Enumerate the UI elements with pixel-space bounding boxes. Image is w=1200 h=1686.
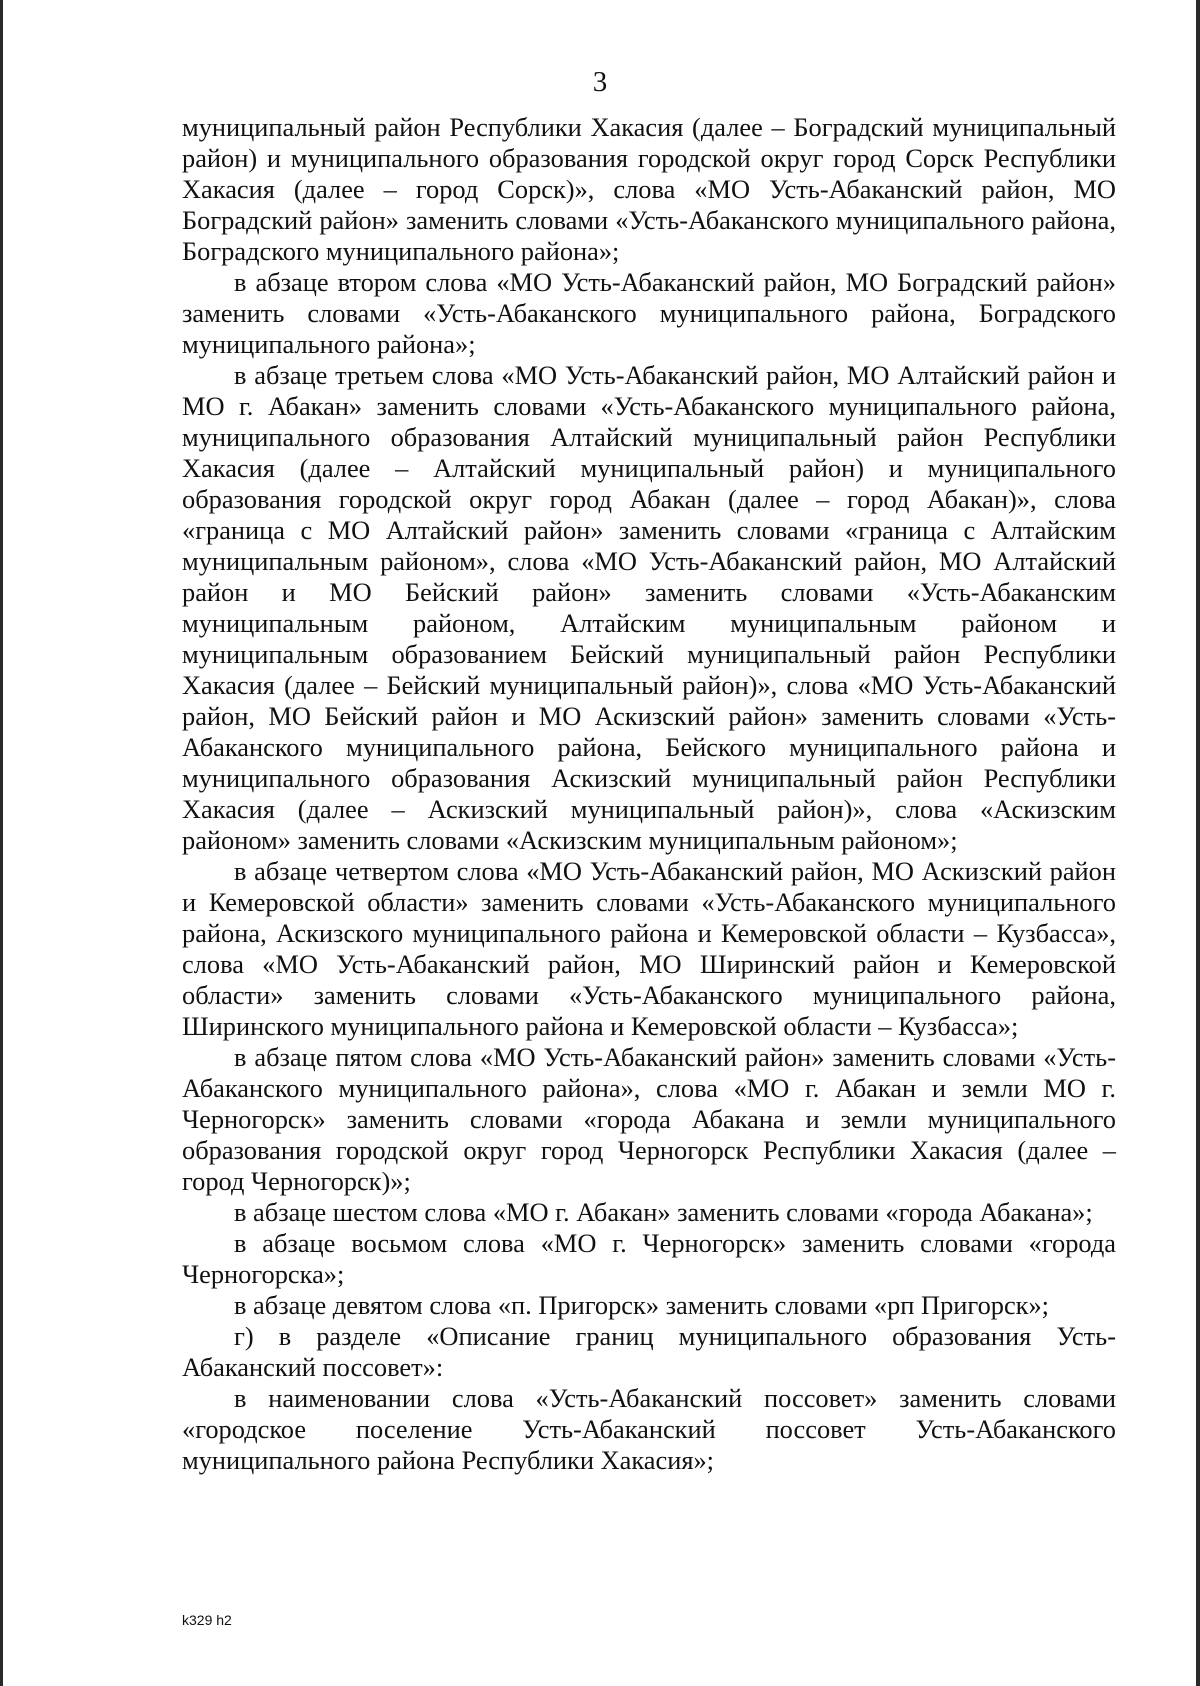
paragraph-section-g: г) в разделе «Описание границ муниципального образования Усть-Абаканский поссовет»: (182, 1321, 1116, 1382)
paragraph-second-clause: в абзаце втором слова «МО Усть-Абаканский район, МО Боградский район» заменить словами «Усть-Абаканского муниципального района, Боградского муниципального района»; (182, 267, 1116, 359)
paragraph-fifth-clause: в абзаце пятом слова «МО Усть-Абаканский район» заменить словами «Усть-Абаканского муниципального района», слова «МО г. Абакан и земли МО г. Черногорск» заменить словами «города Абакана и земли муниципального образования городской округ город Черногорск Республики Хакасия (далее – город Черногорск)»; (182, 1042, 1116, 1196)
paragraph-continuation: муниципальный район Республики Хакасия (далее – Боградский муниципальный район) и муниципального образования городской округ город Сорск Республики Хакасия (далее – город Сорск)», слова «МО Усть-Абаканский район, МО Боградский район» заменить словами «Усть-Абаканского муниципального района, Боградского муниципального района»; (182, 112, 1116, 266)
paragraph-naming: в наименовании слова «Усть-Абаканский поссовет» заменить словами «городское поселение Усть-Абаканский поссовет Усть-Абаканского муниципального района Республики Хакасия»; (182, 1383, 1116, 1475)
scan-left-edge (0, 0, 3, 1686)
document-body (182, 112, 1116, 1476)
paragraph-eighth-clause: в абзаце восьмом слова «МО г. Черногорск» заменить словами «города Черногорска»; (182, 1228, 1116, 1289)
document-footer-code: k329 h2 (182, 1612, 232, 1628)
paragraph-fourth-clause: в абзаце четвертом слова «МО Усть-Абаканский район, МО Аскизский район и Кемеровской области» заменить словами «Усть-Абаканского муниципального района, Аскизского муниципального района и Кемеровской области – Кузбасса», слова «МО Усть-Абаканский район, МО Ширинский район и Кемеровской области» заменить словами «Усть-Абаканского муниципального района, Ширинского муниципального района и Кемеровской области – Кузбасса»; (182, 856, 1116, 1041)
scan-right-edge (1196, 0, 1200, 1686)
paragraph-sixth-clause: в абзаце шестом слова «МО г. Абакан» заменить словами «города Абакана»; (234, 1197, 1093, 1227)
paragraph-ninth-clause: в абзаце девятом слова «п. Пригорск» заменить словами «рп Пригорск»; (234, 1290, 1050, 1320)
paragraph-third-clause: в абзаце третьем слова «МО Усть-Абаканский район, МО Алтайский район и МО г. Абакан» заменить словами «Усть-Абаканского муниципального района, муниципального образования Алтайский муниципальный район Республики Хакасия (далее – Алтайский муниципальный район) и муниципального образования городской округ город Абакан (далее – город Абакан)», слова «граница с МО Алтайский район» заменить словами «граница с Алтайским муниципальным районом», слова «МО Усть-Абаканский район, МО Алтайский район и МО Бейский район» заменить словами «Усть-Абаканским муниципальным районом, Алтайским муниципальным районом и муниципальным образованием Бейский муниципальный район Республики Хакасия (далее – Бейский муниципальный район)», слова «МО Усть-Абаканский район, МО Бейский район и МО Аскизский район» заменить словами «Усть-Абаканского муниципального района, Бейского муниципального района и муниципального образования Аскизский муниципальный район Республики Хакасия (далее – Аскизский муниципальный район)», слова «Аскизским районом» заменить словами «Аскизским муниципальным районом»; (182, 360, 1116, 855)
page-number: 3 (592, 66, 608, 98)
